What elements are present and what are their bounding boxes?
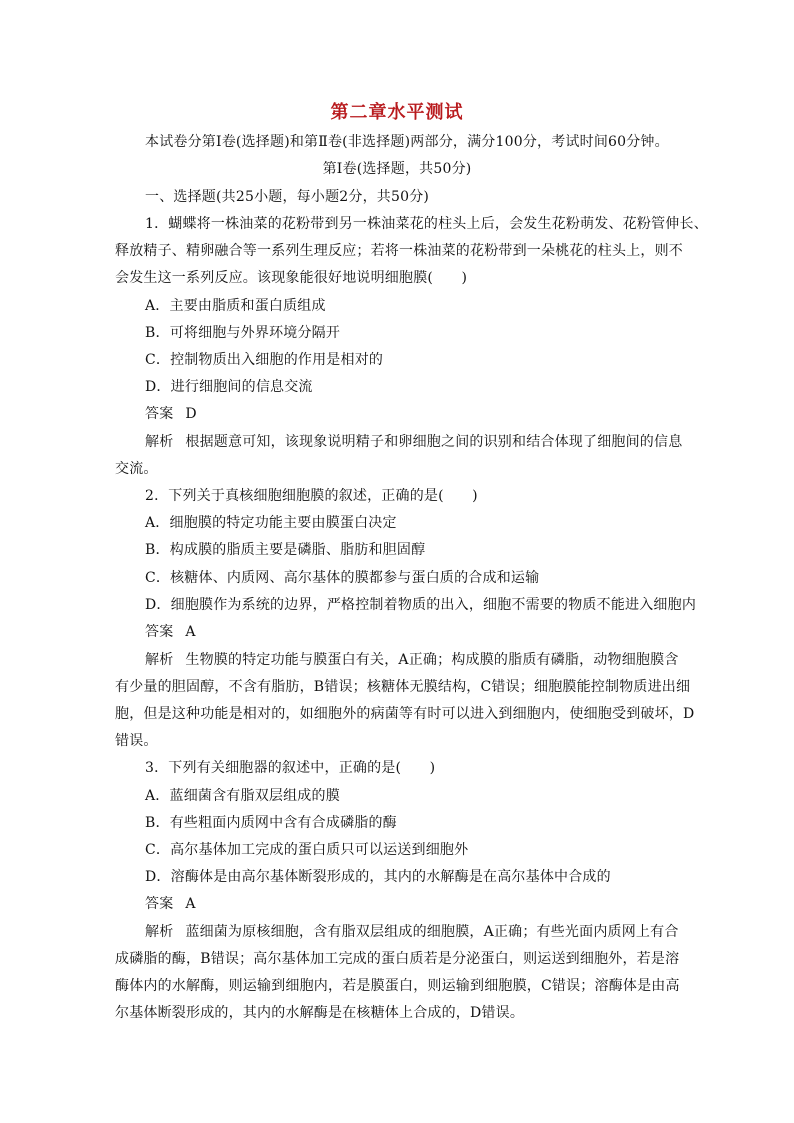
q1-stem-line-1: 1．蝴蝶将一株油菜的花粉带到另一株油菜花的柱头上后，会发生花粉萌发、花粉管伸长、	[145, 216, 708, 232]
q1-stem-line-2: 释放精子、精卵融合等一系列生理反应；若将一株油菜的花粉带到一朵桃花的柱头上，则不	[115, 243, 683, 259]
q2-analysis-line-3: 胞，但是这种功能是相对的，如细胞外的病菌等有时可以进入到细胞内，使细胞受到破坏，D	[115, 706, 695, 722]
q2-answer	[145, 622, 196, 642]
answer-value: D	[185, 406, 197, 422]
q3-analysis-line-1	[145, 922, 679, 942]
q2-analysis-line-2: 有少量的胆固醇，不含有脂肪，B错误；核糖体无膜结构，C错误；细胞膜能控制物质进出细	[115, 679, 691, 695]
q3-option-b: B．有些粗面内质网中含有合成磷脂的酶	[145, 815, 397, 831]
section1-header: 一、选择题(共25小题，每小题2分，共50分)	[145, 189, 430, 205]
q2-analysis-line-1	[145, 650, 679, 670]
q2-option-a: A．细胞膜的特定功能主要由膜蛋白决定	[145, 515, 397, 531]
q2-option-d: D．细胞膜作为系统的边界，严格控制着物质的出入，细胞不需要的物质不能进入细胞内	[145, 597, 697, 613]
page-title: 第二章水平测试	[330, 102, 464, 123]
q3-option-d: D．溶酶体是由高尔基体断裂形成的，其内的水解酶是在高尔基体中合成的	[145, 869, 611, 885]
q3-stem: 3．下列有关细胞器的叙述中，正确的是( )	[145, 760, 436, 776]
q1-analysis-line-1	[145, 432, 682, 452]
analysis-text: 根据题意可知，该现象说明精子和卵细胞之间的识别和结合体现了细胞间的信息	[185, 434, 683, 450]
answer-label: 答案	[145, 896, 174, 912]
q1-analysis-line-2: 交流。	[115, 461, 158, 477]
answer-label: 答案	[145, 624, 174, 640]
q2-option-c: C．核糖体、内质网、高尔基体的膜都参与蛋白质的合成和运输	[145, 570, 540, 586]
q3-analysis-line-2: 成磷脂的酶，B错误；高尔基体加工完成的蛋白质若是分泌蛋白，则运送到细胞外，若是溶	[115, 951, 680, 967]
intro-text: 本试卷分第Ⅰ卷(选择题)和第Ⅱ卷(非选择题)两部分，满分100分，考试时间60分钟。	[145, 134, 669, 150]
q3-option-a: A．蓝细菌含有脂双层组成的膜	[145, 788, 340, 804]
q1-answer	[145, 404, 197, 424]
answer-label: 答案	[145, 406, 174, 422]
analysis-text: 生物膜的特定功能与膜蛋白有关，A正确；构成膜的脂质有磷脂，动物细胞膜含	[185, 652, 679, 668]
q1-option-d: D．进行细胞间的信息交流	[145, 379, 313, 395]
part1-header: 第Ⅰ卷(选择题，共50分)	[322, 161, 472, 177]
q1-stem-line-3: 会发生这一系列反应。该现象能很好地说明细胞膜( )	[115, 270, 468, 286]
q1-option-c: C．控制物质出入细胞的作用是相对的	[145, 352, 384, 368]
q3-analysis-line-4: 尔基体断裂形成的，其内的水解酶是在核糖体上合成的，D错误。	[115, 1005, 525, 1021]
q2-stem: 2．下列关于真核细胞细胞膜的叙述，正确的是( )	[145, 488, 478, 504]
q3-analysis-line-3: 酶体内的水解酶，则运输到细胞内，若是膜蛋白，则运输到细胞膜，C错误；溶酶体是由高	[115, 978, 680, 994]
q1-option-b: B．可将细胞与外界环境分隔开	[145, 325, 341, 341]
analysis-label: 解析	[145, 924, 174, 940]
q2-option-b: B．构成膜的脂质主要是磷脂、脂肪和胆固醇	[145, 542, 426, 558]
analysis-label: 解析	[145, 652, 174, 668]
answer-value: A	[185, 624, 196, 640]
q1-option-a: A．主要由脂质和蛋白质组成	[145, 298, 326, 314]
analysis-text: 蓝细菌为原核细胞，含有脂双层组成的细胞膜，A正确；有些光面内质网上有合	[185, 924, 679, 940]
q2-analysis-line-4: 错误。	[115, 733, 158, 749]
q3-option-c: C．高尔基体加工完成的蛋白质只可以运送到细胞外	[145, 842, 469, 858]
answer-value: A	[185, 896, 196, 912]
analysis-label: 解析	[145, 434, 174, 450]
q3-answer	[145, 894, 196, 914]
